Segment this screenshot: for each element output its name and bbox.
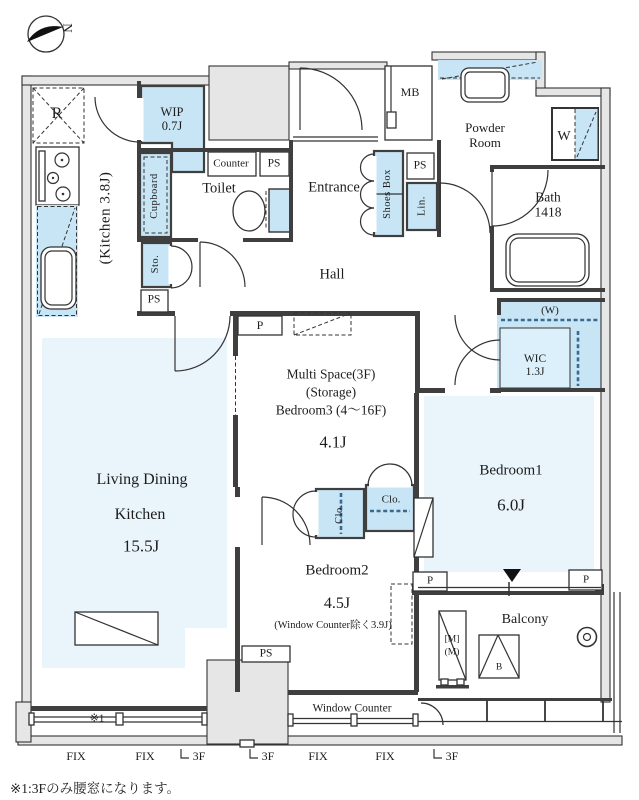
toilet-icon [233,191,265,231]
ps-label-3: PS [147,293,161,306]
pillar-label-1: P [256,318,264,333]
wic-name: WIC [523,352,547,365]
toilet-door [200,242,245,287]
b-mark-label: B [495,662,503,673]
bath-label [535,190,562,221]
compass-north-label: N [60,23,76,33]
fix-label-1: FIX [66,749,86,764]
refrigerator-label: R [51,104,63,122]
bedroom2-area: 4.5J [323,594,351,612]
ldk-line1: Living Dining [96,470,188,488]
ps-label-1: PS [267,157,281,170]
wip-name: WIP [160,104,184,119]
drain-icon [578,628,597,647]
wip-area: 0.7J [161,119,183,133]
entry-marker-icon [503,569,521,582]
closet2-bifold-door [368,464,390,486]
ps-label-2: PS [413,159,427,172]
multispace-area: 4.1J [319,432,347,452]
shoesbox-folding-door [361,154,375,181]
bath-name: Bath [535,189,561,205]
meter-box [385,66,432,140]
wic-double-door [455,315,500,360]
pillar-label-2: P [426,574,434,587]
bedroom1-area: 6.0J [497,495,525,515]
meter-box-label: MB [400,85,420,100]
wic-area: 1.3J [525,366,545,378]
wip-door [95,97,140,142]
bathtub-icon [506,234,589,286]
wic-label [524,353,546,379]
ps-label-4: PS [259,647,273,660]
counter-label: Counter [213,157,249,170]
bedroom1-label: Bedroom1 [479,462,543,479]
f3-label-3: 3F [445,749,459,764]
bath-size: 1418 [534,205,562,220]
hall-label: Hall [319,266,345,283]
meter-m2-label: (M) [444,647,460,658]
wip-label [161,105,184,134]
cupboard-label: Cupboard [149,173,161,219]
fix-label-2: FIX [135,749,155,764]
storage-bifold-door [171,246,192,267]
powder-room-door [440,183,490,233]
kitchen-sink-icon [41,247,76,309]
wic-w-label: (W) [541,304,559,317]
compass-icon [27,16,64,52]
fix-label-3: FIX [308,749,328,764]
fix-label-4: FIX [375,749,395,764]
vanity-sink-icon [461,68,509,102]
ldk-area: 15.5J [122,536,160,556]
note-ref-label: ※1 [89,712,105,725]
meter-m1-label: [M] [444,634,460,645]
shoes-box-label: Shoes Box [382,169,394,219]
bedroom2-label: Bedroom2 [305,562,369,579]
multispace-line3: Bedroom3 (4〜16F) [275,402,387,418]
powder-room-label: Powder Room [465,120,505,150]
closet-multispace [366,485,414,531]
f3-label-2: 3F [261,749,275,764]
closet-label-2: Clo. [381,493,401,506]
toilet-tank [269,189,290,232]
pillar-label-3: P [582,573,590,586]
ldk-line2: Kitchen [114,505,166,523]
storage-label: Sto. [150,254,162,274]
footnote: ※1:3Fのみ腰窓になります。 [10,781,180,796]
multispace-line1: Multi Space(3F) [286,366,376,382]
bedroom2-note: (Window Counter除く3.9J) [274,620,392,632]
closet-label-1: Clo. [334,504,346,524]
f3-label-1: 3F [192,749,206,764]
linen-label: Lin. [415,195,428,217]
bedroom2-door [262,497,310,545]
closet1-bifold-door [293,491,316,514]
washer-label: W [557,129,571,145]
window-counter-label: Window Counter [312,702,392,715]
entrance-label: Entrance [308,179,360,196]
closets [315,484,415,539]
kitchen-label: (Kitchen 3.8J) [97,171,114,265]
balcony-label: Balcony [501,612,549,628]
toilet-label: Toilet [202,180,236,197]
multispace-line2: (Storage) [305,384,357,400]
entrance-door [300,68,362,130]
